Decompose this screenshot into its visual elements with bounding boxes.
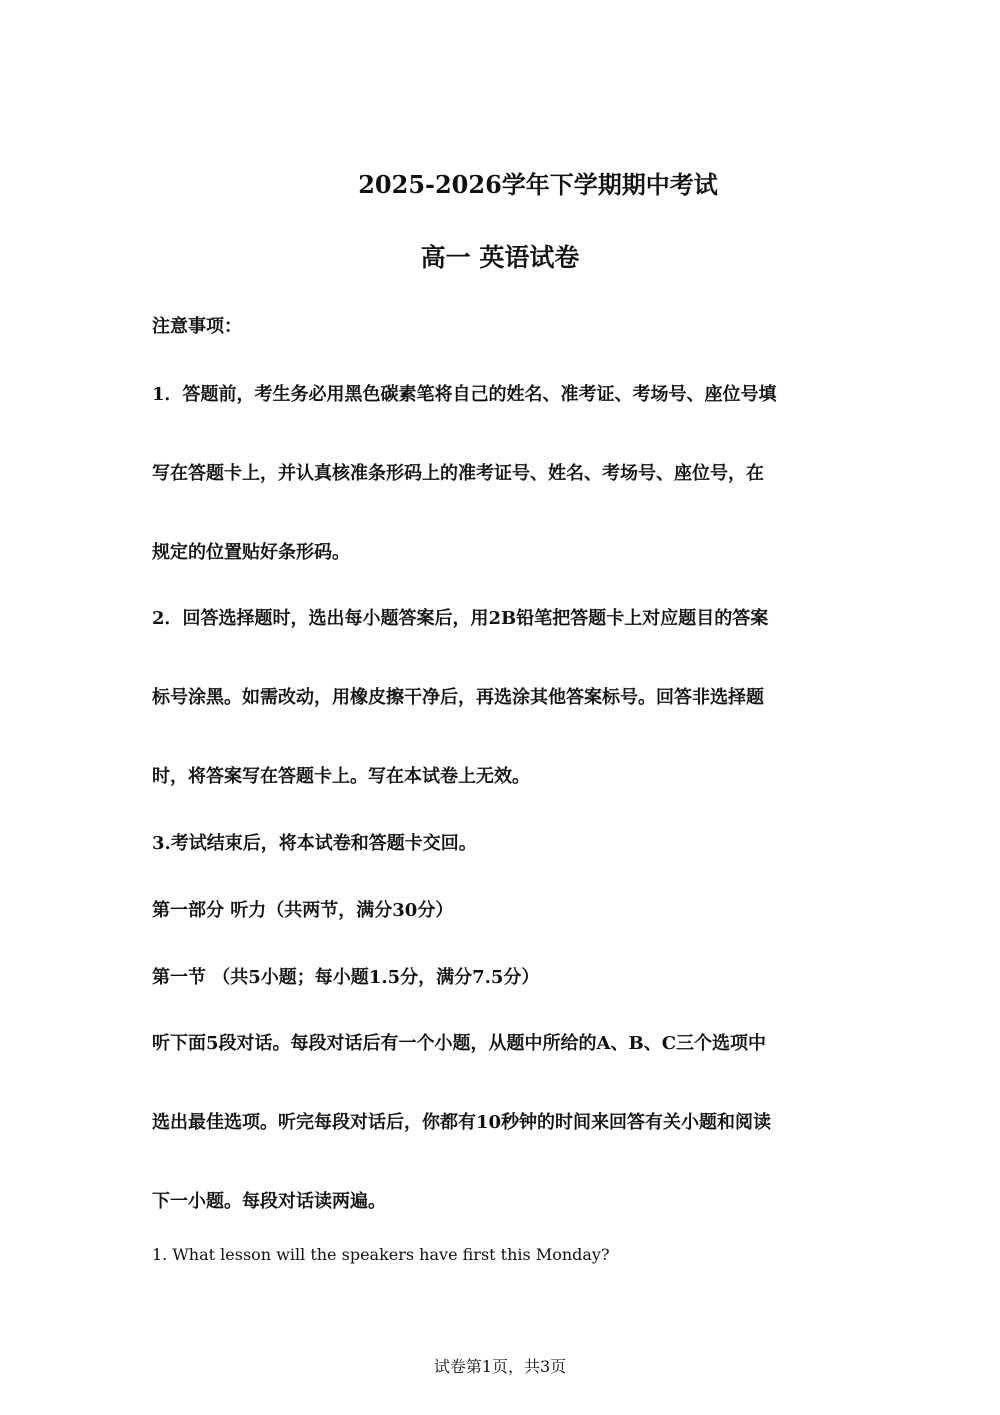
instruction-line: 下一小题。每段对话读两遍。 bbox=[152, 1191, 386, 1212]
note-line: 标号涂黑。如需改动，用橡皮擦干净后，再选涂其他答案标号。回答非选择题 bbox=[152, 687, 764, 708]
section-heading: 第一节 （共5小题；每小题1.5分，满分7.5分） bbox=[152, 967, 540, 988]
note-line: 写在答题卡上，并认真核准条形码上的准考证号、姓名、考场号、座位号，在 bbox=[152, 463, 764, 484]
notice-heading: 注意事项： bbox=[152, 316, 242, 337]
exam-title: 2025-2026学年下学期期中考试 bbox=[358, 170, 718, 199]
exam-subtitle: 高一 英语试卷 bbox=[420, 243, 580, 272]
page-footer: 试卷第1页，共3页 bbox=[433, 1357, 567, 1376]
note-line: 3.考试结束后，将本试卷和答题卡交回。 bbox=[152, 833, 477, 854]
part-heading: 第一部分 听力（共两节，满分30分） bbox=[152, 900, 454, 921]
instruction-line: 听下面5段对话。每段对话后有一个小题，从题中所给的A、B、C三个选项中 bbox=[152, 1033, 767, 1054]
note-line: 时，将答案写在答题卡上。写在本试卷上无效。 bbox=[152, 766, 530, 787]
note-line: 1．答题前，考生务必用黑色碳素笔将自己的姓名、准考证、考场号、座位号填 bbox=[152, 384, 777, 405]
note-line: 规定的位置贴好条形码。 bbox=[152, 542, 350, 563]
note-line: 2．回答选择题时，选出每小题答案后，用2B铅笔把答题卡上对应题目的答案 bbox=[152, 608, 769, 629]
question-1: 1. What lesson will the speakers have first this Monday? bbox=[152, 1245, 610, 1264]
instruction-line: 选出最佳选项。听完每段对话后，你都有10秒钟的时间来回答有关小题和阅读 bbox=[152, 1112, 772, 1133]
